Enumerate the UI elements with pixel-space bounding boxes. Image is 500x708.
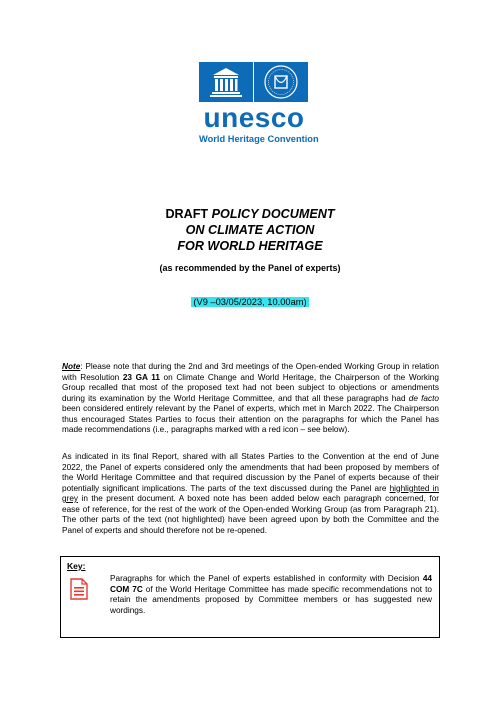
unesco-logo [199,62,319,144]
unesco-temple-icon [199,62,253,102]
logo-wordmark: unesco [203,102,305,133]
note-label: Note [62,362,81,371]
title-line-2: ON CLIMATE ACTION [185,223,315,237]
title-line-3: FOR WORLD HERITAGE [177,239,323,253]
title-line-1: DRAFT POLICY DOCUMENT [165,207,335,221]
decision-ref: 44 COM 7C [110,574,432,594]
key-description: Paragraphs for which the Panel of experts established in conformity with Decision 44 COM 7C of the World Heritage Committee has made specific recommendations not to retain the amendments proposed by Committee members or has suggested new wordings. [110,574,432,615]
document-title [0,206,500,254]
world-heritage-emblem-icon [254,62,308,102]
red-document-icon [70,578,88,600]
key-label: Key: [67,561,86,571]
panel-paragraph: As indicated in its final Report, shared with all States Parties to the Convention at the end of June 2022, the Panel of experts considered only the amendments that had been proposed by members of the World Heritage Committee and that required discussion by the Panel of experts because of their potentially significant implications. The parts of the text discussed during the Panel are highlighted in grey in the present document. A boxed note has been added below each paragraph concerned, for ease of reference, for the rest of the work of the Open-ended Working Group (as from Paragraph 21). The other parts of the text (not highlighted) have been agreed upon by both the Committee and the Panel of experts and should therefore not be re-opened. [62,452,439,535]
logo-subtitle: World Heritage Convention [199,134,319,144]
version-line [0,297,500,307]
version-highlight: (V9 –03/05/2023, 10.00am) [193,297,307,307]
key-box [60,556,440,638]
grey-highlight-text: highlighted in grey [62,483,439,503]
resolution-ref: 23 GA 11 [122,372,160,382]
note-paragraph: Note: Please note that during the 2nd and 3rd meetings of the Open-ended Working Group in relation with Resolution 23 GA 11 on Climate Change and World Heritage, the Chairperson of the Working Group recalled that most of the proposed text had not been subject to objections or amendments during its examination by the World Heritage Committee, and that all these paragraphs had de facto been considered entirely relevant by the Panel of experts, which met in March 2022. The Chairperson thus encouraged States Parties to focus their attention on the paragraphs for which the Panel has made recommendations (i.e., paragraphs marked with a red icon – see below). [62,362,439,434]
document-subtitle: (as recommended by the Panel of experts) [159,263,341,273]
